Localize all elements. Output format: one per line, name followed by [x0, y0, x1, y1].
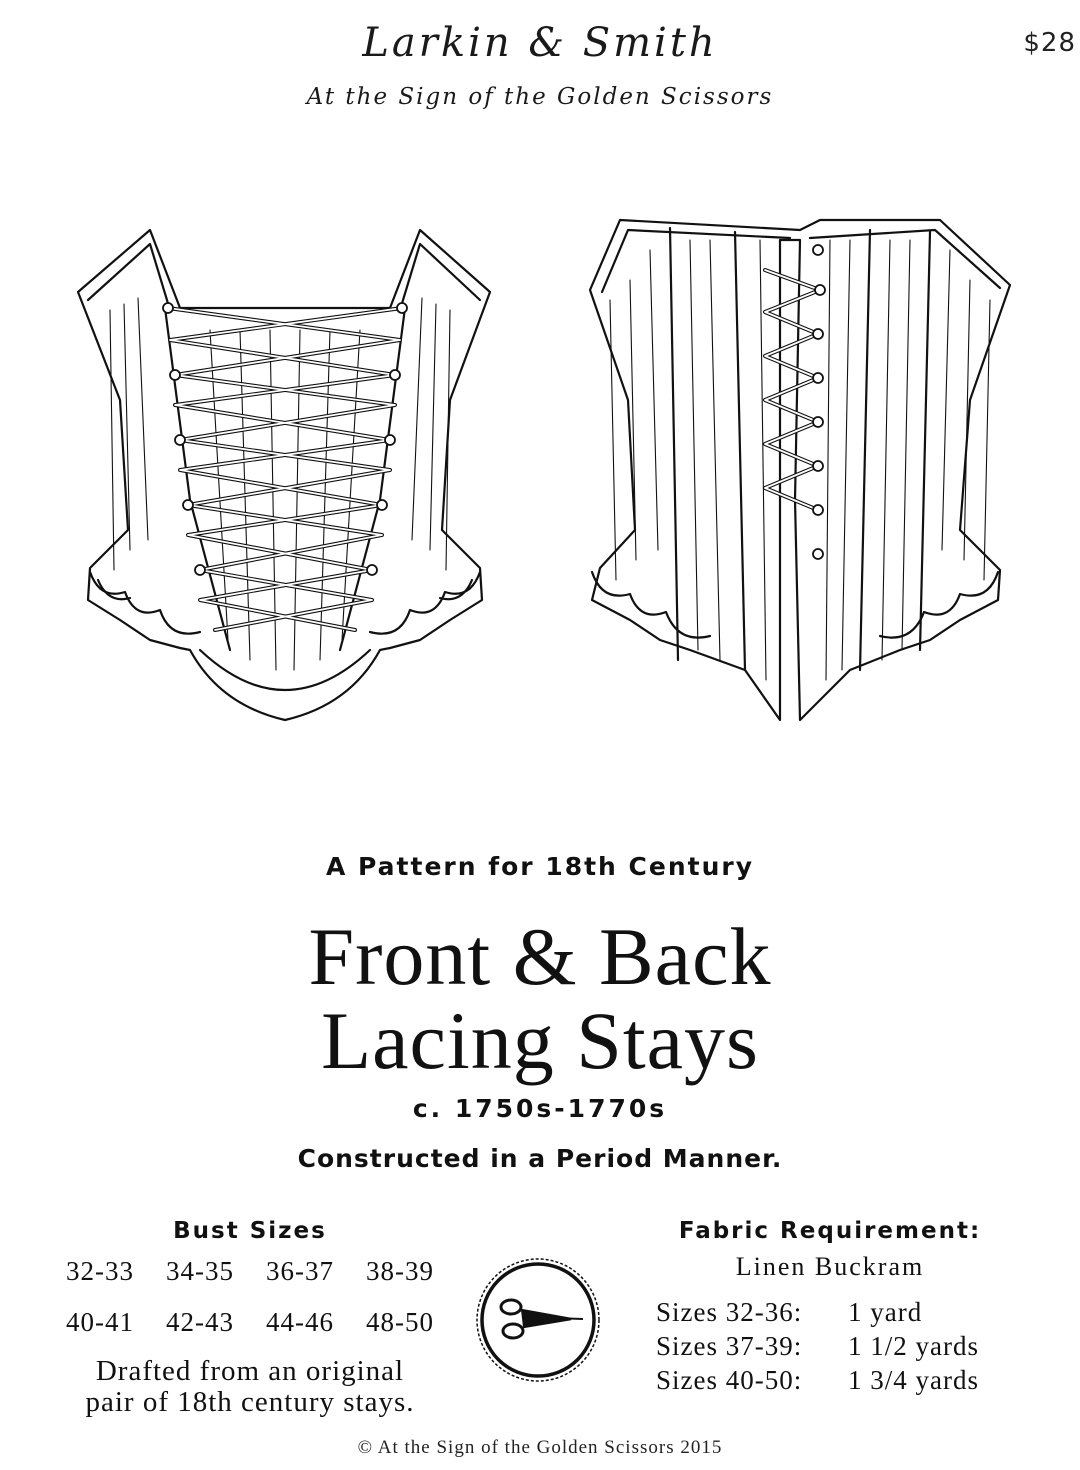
- bust-sizes-heading: Bust Sizes: [173, 1218, 327, 1244]
- fabric-table: [656, 1297, 1056, 1399]
- stays-front-icon: [78, 230, 490, 720]
- drafted-note-line2: pair of 18th century stays.: [85, 1386, 415, 1418]
- stays-back-icon: [590, 220, 1010, 720]
- fabric-material: Linen Buckram: [735, 1252, 925, 1281]
- fabric-row: [656, 1297, 1056, 1331]
- brand-name: Larkin & Smith: [362, 20, 718, 66]
- golden-scissors-icon: [473, 1255, 603, 1385]
- fabric-row-amount: 1 yard: [848, 1297, 923, 1327]
- bust-size: 38-39: [366, 1256, 434, 1286]
- brand-tagline: At the Sign of the Golden Scissors: [306, 84, 774, 110]
- bust-size: 44-46: [266, 1307, 334, 1337]
- fabric-row-sizes: Sizes 37-39:: [656, 1331, 803, 1361]
- stays-illustration: [50, 200, 1030, 780]
- fabric-row-amount: 1 1/2 yards: [848, 1331, 979, 1361]
- pattern-dates: c. 1750s-1770s: [412, 1094, 668, 1123]
- bust-size: 40-41: [66, 1307, 134, 1337]
- fabric-row-amount: 1 3/4 yards: [848, 1365, 979, 1395]
- fabric-row-sizes: Sizes 40-50:: [656, 1365, 803, 1395]
- fabric-row: [656, 1331, 1056, 1365]
- pattern-title-line1: Front & Back: [308, 911, 772, 1002]
- pattern-title: [0, 911, 1080, 1086]
- bust-size: 36-37: [266, 1256, 334, 1286]
- fabric-row: [656, 1365, 1056, 1399]
- fabric-row-sizes: Sizes 32-36:: [656, 1297, 803, 1327]
- pattern-subtitle: A Pattern for 18th Century: [325, 852, 755, 881]
- bust-size: 42-43: [166, 1307, 234, 1337]
- pattern-title-line2: Lacing Stays: [321, 995, 759, 1086]
- price-label: $28: [1023, 28, 1076, 58]
- drafted-note: [30, 1356, 470, 1418]
- drafted-note-line1: Drafted from an original: [95, 1355, 405, 1387]
- bust-sizes-grid: [50, 1256, 450, 1338]
- bust-size: 48-50: [366, 1307, 434, 1337]
- copyright-notice: © At the Sign of the Golden Scissors 2015: [357, 1437, 723, 1458]
- bust-size: 32-33: [66, 1256, 134, 1286]
- pattern-construction: Constructed in a Period Manner.: [297, 1144, 783, 1173]
- bust-size: 34-35: [166, 1256, 234, 1286]
- fabric-heading: Fabric Requirement:: [678, 1218, 982, 1244]
